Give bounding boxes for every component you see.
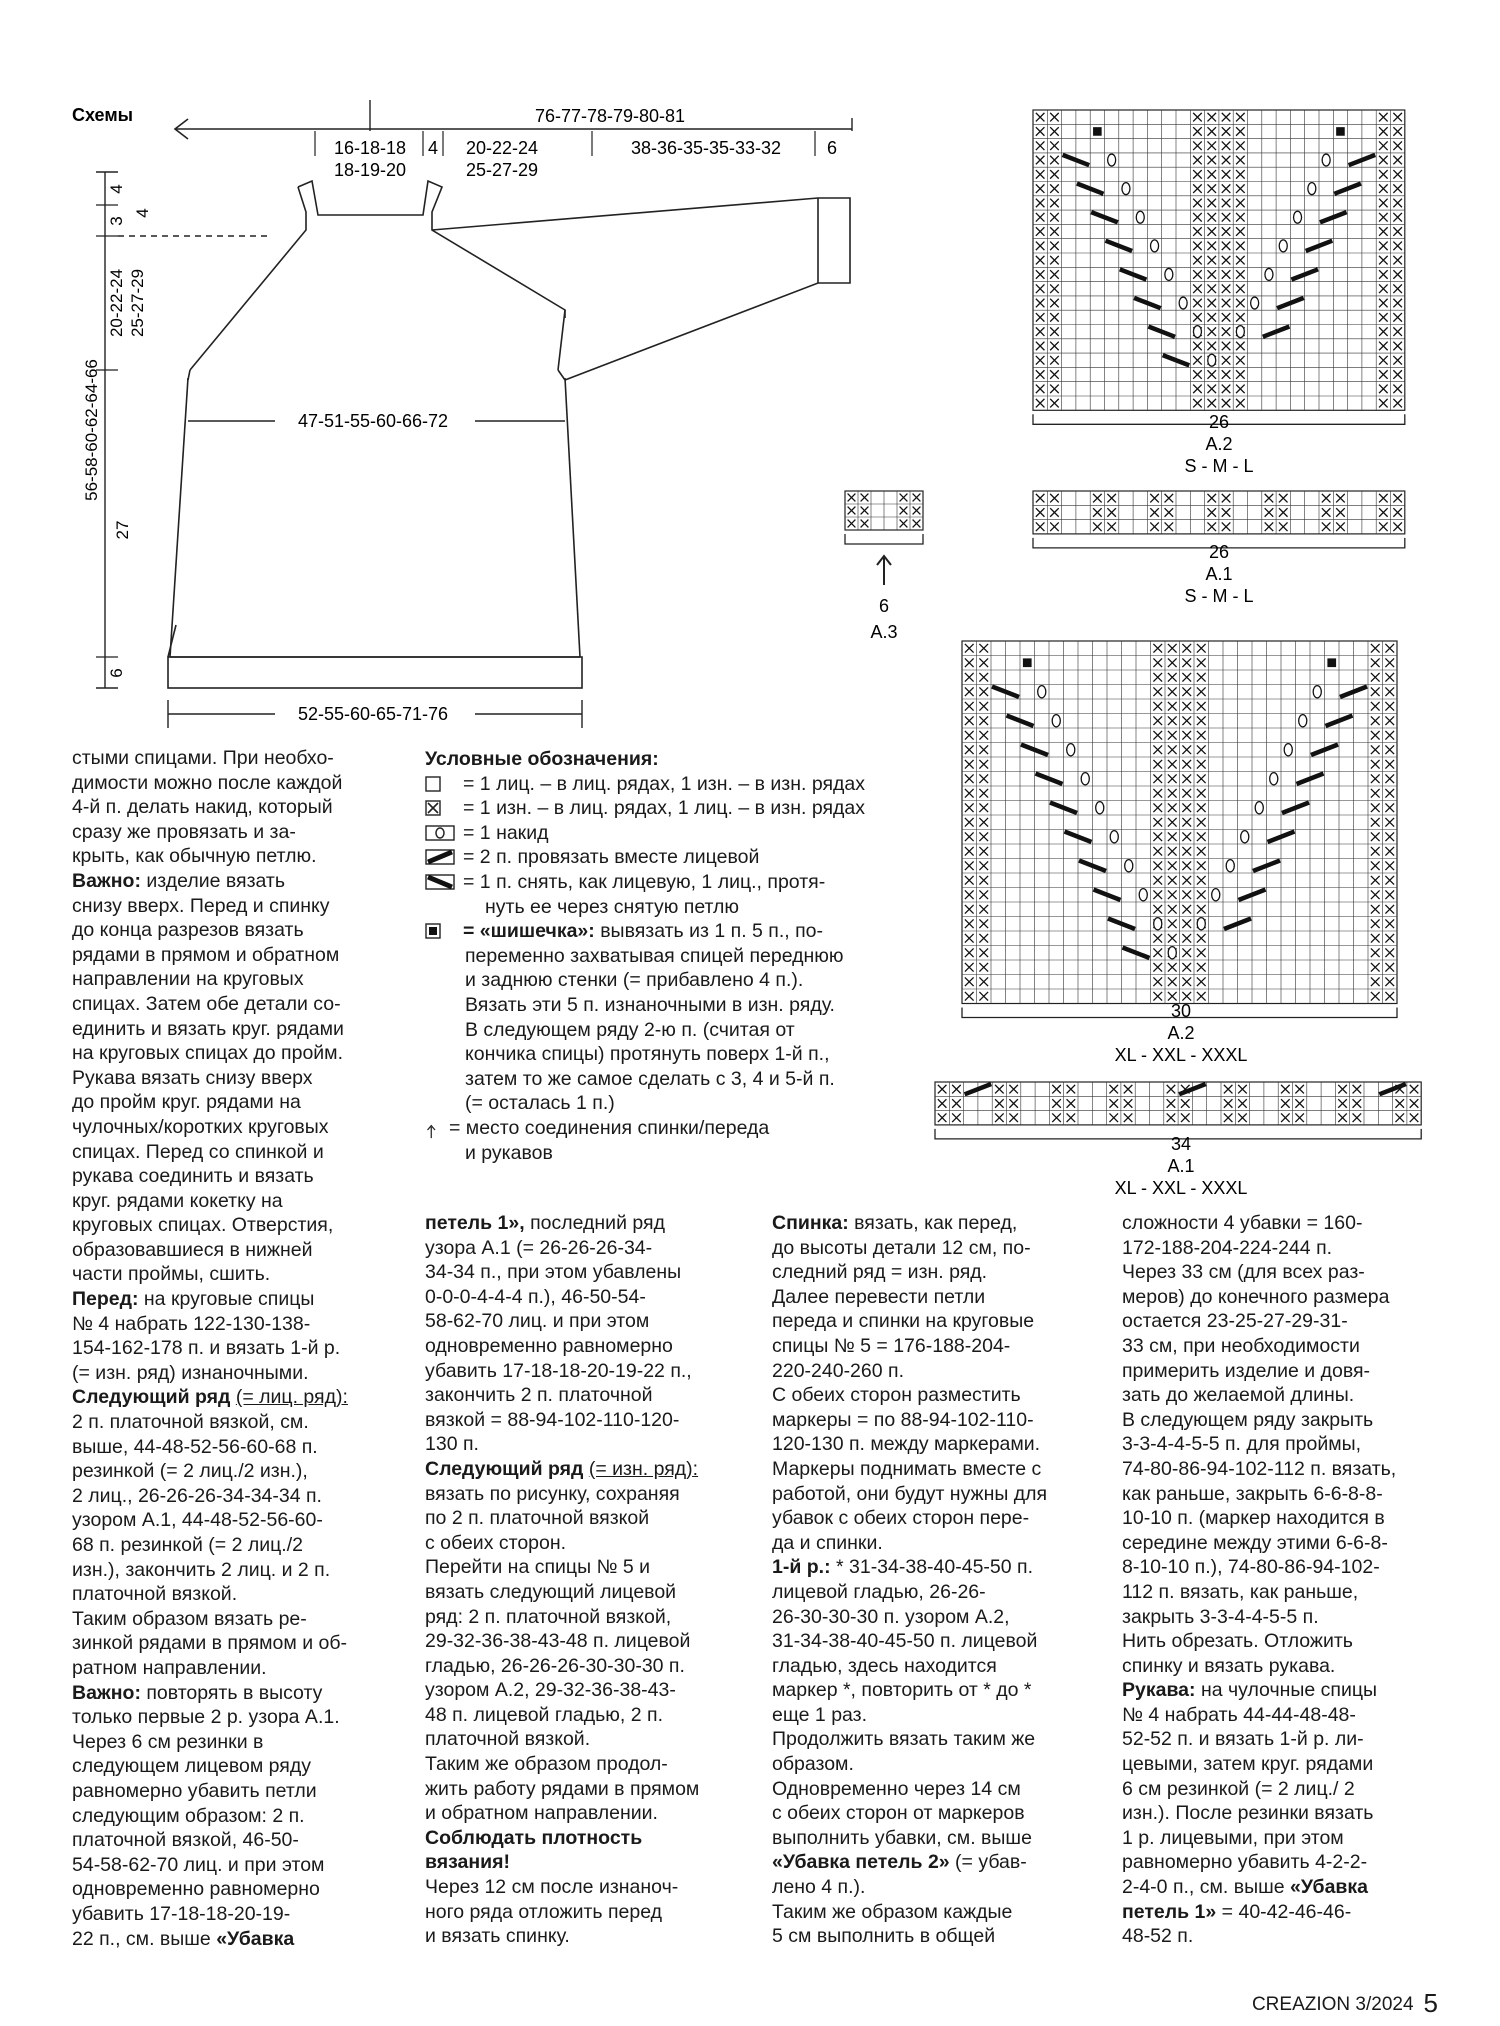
legend-purl: = 1 изн. – в лиц. рядах, 1 лиц. – в изн. рядах	[425, 796, 925, 821]
page-number: 5	[1423, 1988, 1438, 2018]
legend-yarn-over: = 1 накид	[425, 821, 925, 846]
yarn-over-mark	[1284, 744, 1292, 756]
up-arrow-icon	[425, 1118, 445, 1142]
yarn-over-mark	[1299, 715, 1307, 727]
x-square-icon	[425, 799, 457, 817]
chart-a2-small	[1033, 110, 1405, 424]
bobble-icon	[425, 922, 457, 940]
v-top-4a: 4	[107, 184, 126, 194]
legend-join: = место соединения спинки/переда	[425, 1116, 925, 1141]
k2tog-icon	[425, 848, 457, 866]
a2-large-name: A.2	[1167, 1023, 1195, 1043]
bobble-mark	[1093, 127, 1102, 136]
yarn-over-mark	[1096, 802, 1104, 814]
a1-small-name: A.1	[1205, 564, 1233, 584]
a2-large-sizes: XL - XXL - XXXL	[1114, 1045, 1248, 1065]
ssk-icon	[425, 873, 457, 891]
yarn-over-mark	[1255, 802, 1263, 814]
yarn-over-mark	[1197, 918, 1205, 930]
symbol-legend	[425, 747, 925, 1165]
yarn-over-mark	[1108, 154, 1116, 166]
a3-name: A.3	[870, 622, 898, 642]
yarn-over-mark	[1136, 211, 1144, 223]
yarn-over-mark	[1139, 889, 1147, 901]
yarn-over-mark	[1165, 268, 1173, 280]
legend-title: Условные обозначения:	[425, 748, 659, 770]
yarn-over-mark	[1052, 715, 1060, 727]
legend-knit: = 1 лиц. – в лиц. рядах, 1 изн. – в изн. рядах	[425, 772, 925, 797]
neck-side-label: 16-18-18	[333, 138, 407, 158]
yarn-over-mark	[1081, 773, 1089, 785]
yarn-over-mark	[1110, 831, 1118, 843]
yarn-over-mark	[1236, 326, 1244, 338]
yarn-over-mark	[1067, 744, 1075, 756]
yarn-over-mark	[1151, 240, 1159, 252]
legend-bobble: = «шишечка»: вывязать из 1 п. 5 п., по-	[425, 919, 925, 944]
yarn-over-mark	[1226, 860, 1234, 872]
yarn-over-mark	[1179, 297, 1187, 309]
schematic-title: Схемы	[72, 105, 134, 125]
text-column-2: петель 1», последний ряд узора А.1 (= 26-26-26-34- 34-34 п., при этом убавлены 0-0-0-4-4-4 п.), 46-50-54- 58-62-70 лиц. и при этом одновременно равномерно убавить 17-18-18-20-19-22 п., закончить 2 п. платочной вязкой = 88-94-102-110-120- 130 п. Следующий ряд (= изн. ряд): вязать по рисунку, сохраняя по 2 п. платочной вязкой с обеих сторон. Перейти на спицы № 5 и вязать следующий лицевой ряд: 2 п. платочной вязкой, 29-32-36-38-43-48 п. лицевой гладью, 26-26-26-30-30-30 п. узором А.2, 29-32-36-38-43- 48 п. лицевой гладью, 2 п. платочной вязкой. Таким же образом продол- жить работу рядами в прямом и обратном направлении. Соблюдать плотность вязания! Через 12 см после изнаноч- ного ряда отложить перед и вязать спинку.	[425, 1212, 700, 1948]
v-top-3: 3	[107, 216, 126, 226]
yarn-over-mark	[1241, 831, 1249, 843]
legend-bobble-cont: переменно захватывая спицей переднюю и заднюю стенки (= прибавлено 4 п.). Вязать эти 5 п. изнаночными в изн. ряду. В следующем ряду 2-ю п. (считая от кончика спицы) протянуть поверх 1-й п., затем то же самое сделать с 3, 4 и 5-й п. (= осталась 1 п.)	[465, 944, 844, 1115]
yarn-over-mark	[1251, 297, 1259, 309]
neck-center-label: 20-22-24	[465, 138, 539, 158]
yarn-over-mark	[1208, 354, 1216, 366]
a1-large-sizes: XL - XXL - XXXL	[1114, 1178, 1248, 1198]
a2-small-name: A.2	[1205, 434, 1233, 454]
yarn-over-mark	[1265, 268, 1273, 280]
yarn-over-icon	[425, 824, 457, 842]
neck-center-label-2: 25-27-29	[465, 160, 539, 180]
cuff-label: 6	[826, 138, 838, 158]
a3-count: 6	[878, 596, 890, 616]
magazine-issue: CREAZION 3/2024	[1251, 1994, 1414, 2015]
v-top-4b: 4	[133, 208, 152, 218]
yarn-over-mark	[1125, 860, 1133, 872]
yarn-over-mark	[1313, 686, 1321, 698]
text-column-4: сложности 4 убавки = 160- 172-188-204-224-244 п. Через 33 см (для всех раз- меров) до конечного размера остается 23-25-27-29-31- 33 см, при необходимости примерить изделие и довя- зать до желаемой длины. В следующем ряду закрыть 3-3-4-4-5-5 п. для проймы, 74-80-86-94-102-112 п. вязать, как раньше, закрыть 6-6-8-8- 10-10 п. (маркер находится в середине между этими 6-6-8- 8-10-10 п.), 74-80-86-94-102- 112 п. вязать, как раньше, закрыть 3-3-4-4-5-5 п. Нить обрезать. Отложить спинку и вязать рукава. Рукава: на чулочные спицы № 4 набрать 44-44-48-48- 52-52 п. и вязать 1-й р. ли- цевыми, затем круг. рядами 6 см резинкой (= 2 лиц./ 2 изн.). После резинки вязать 1 р. лицевыми, при этом равномерно убавить 4-2-2- 2-4-0 п., см. выше «Убавка петель 1» = 40-42-46-46- 48-52 п.	[1122, 1212, 1397, 1948]
legend-k2tog: = 2 п. провязать вместе лицевой	[425, 845, 925, 870]
yarn-over-mark	[1154, 918, 1162, 930]
chart-a1-small	[1033, 491, 1405, 548]
a1-large-count: 34	[1170, 1134, 1192, 1154]
bobble-mark	[1327, 658, 1336, 667]
a1-large-name: A.1	[1167, 1156, 1195, 1176]
yarn-over-mark	[1270, 773, 1278, 785]
a1-small-sizes: S - M - L	[1184, 586, 1254, 606]
legend-join-cont: и рукавов	[465, 1141, 553, 1164]
hem-label: 52-55-60-65-71-76	[297, 704, 449, 724]
page-footer	[1252, 1988, 1438, 2019]
blank-square-icon	[425, 775, 457, 793]
legend-ssk-cont: нуть ее через снятую петлю	[485, 895, 740, 918]
text-column-3: Спинка: вязать, как перед, до высоты детали 12 см, по- следний ряд = изн. ряд. Далее перевести петли переда и спинки на круговые спицы № 5 = 176-188-204- 220-240-260 п. С обеих сторон разместить маркеры = по 88-94-102-110- 120-130 п. между маркерами. Маркеры поднимать вместе с работой, они будут нужны для убавок с обеих сторон пере- да и спинки. 1-й р.: * 31-34-38-40-45-50 п. лицевой гладью, 26-26- 26-30-30-30 п. узором А.2, 31-34-38-40-45-50 п. лицевой гладью, здесь находится маркер *, повторить от * до * еще 1 раз. Продолжить вязать таким же образом. Одновременно через 14 см с обеих сторон от маркеров выполнить убавки, см. выше «Убавка петель 2» (= убав- лено 4 п.). Таким же образом каждые 5 см выполнить в общей	[772, 1212, 1048, 1948]
a2-small-count: 26	[1208, 412, 1230, 432]
chest-label: 47-51-55-60-66-72	[297, 411, 449, 431]
v-rib-label: 6	[107, 668, 126, 678]
bobble-mark	[1023, 658, 1032, 667]
yarn-over-mark	[1294, 211, 1302, 223]
yarn-over-mark	[1279, 240, 1287, 252]
a2-small-sizes: S - M - L	[1184, 456, 1254, 476]
chart-a2-large	[962, 641, 1397, 1018]
v-armhole-label-2: 25-27-29	[128, 268, 147, 338]
sleeve-top-label: 38-36-35-35-33-32	[630, 138, 782, 158]
yarn-over-mark	[1038, 686, 1046, 698]
yarn-over-mark	[1322, 154, 1330, 166]
chart-a1-large	[935, 1082, 1421, 1139]
chart-a3	[845, 491, 923, 585]
v-armhole-label: 20-22-24	[107, 268, 126, 338]
yarn-over-mark	[1122, 183, 1130, 195]
bobble-mark	[1336, 127, 1345, 136]
neck-side-label-2: 18-19-20	[333, 160, 407, 180]
yarn-over-mark	[1308, 183, 1316, 195]
a2-large-count: 30	[1170, 1001, 1192, 1021]
yarn-over-mark	[1168, 947, 1176, 959]
v-total-label: 56-58-60-62-64-66	[82, 359, 101, 501]
legend-ssk: = 1 п. снять, как лицевую, 1 лиц., протя-	[425, 870, 925, 895]
shoulder-label: 4	[427, 138, 439, 158]
yarn-over-mark	[1193, 326, 1201, 338]
yarn-over-mark	[1212, 889, 1220, 901]
v-body-label: 27	[113, 520, 132, 540]
a1-small-count: 26	[1208, 542, 1230, 562]
top-total-label: 76-77-78-79-80-81	[534, 106, 686, 126]
text-column-1: стыми спицами. При необхо- димости можно после каждой 4-й п. делать накид, который сразу же провязать и за- крыть, как обычную петлю. Важно: изделие вязать снизу вверх. Перед и спинку до конца разрезов вязать рядами в прямом и обратном направлении на круговых спицах. Затем обе детали со- единить и вязать круг. рядами на круговых спицах до пройм. Рукава вязать снизу вверх до пройм круг. рядами на чулочных/коротких круговых спицах. Перед со спинкой и рукава соединить и вязать круг. рядами кокетку на круговых спицах. Отверстия, образовавшиеся в нижней части проймы, сшить. Перед: на круговые спицы № 4 набрать 122-130-138- 154-162-178 п. и вязать 1-й р. (= изн. ряд) изнаночными. Следующий ряд (= лиц. ряд): 2 п. платочной вязкой, см. выше, 44-48-52-56-60-68 п. резинкой (= 2 лиц./2 изн.), 2 лиц., 26-26-26-34-34-34 п. узором А.1, 44-48-52-56-60- 68 п. резинкой (= 2 лиц./2 изн.), закончить 2 лиц. и 2 п. платочной вязкой. Таким образом вязать ре- зинкой рядами в прямом и об- ратном направлении. Важно: повторять в высоту только первые 2 р. узора А.1. Через 6 см резинки в следующем лицевом ряду равномерно убавить петли следующим образом: 2 п. платочной вязкой, 46-50- 54-58-62-70 лиц. и при этом одновременно равномерно убавить 17-18-18-20-19- 22 п., см. выше «Убавка	[72, 747, 348, 1950]
